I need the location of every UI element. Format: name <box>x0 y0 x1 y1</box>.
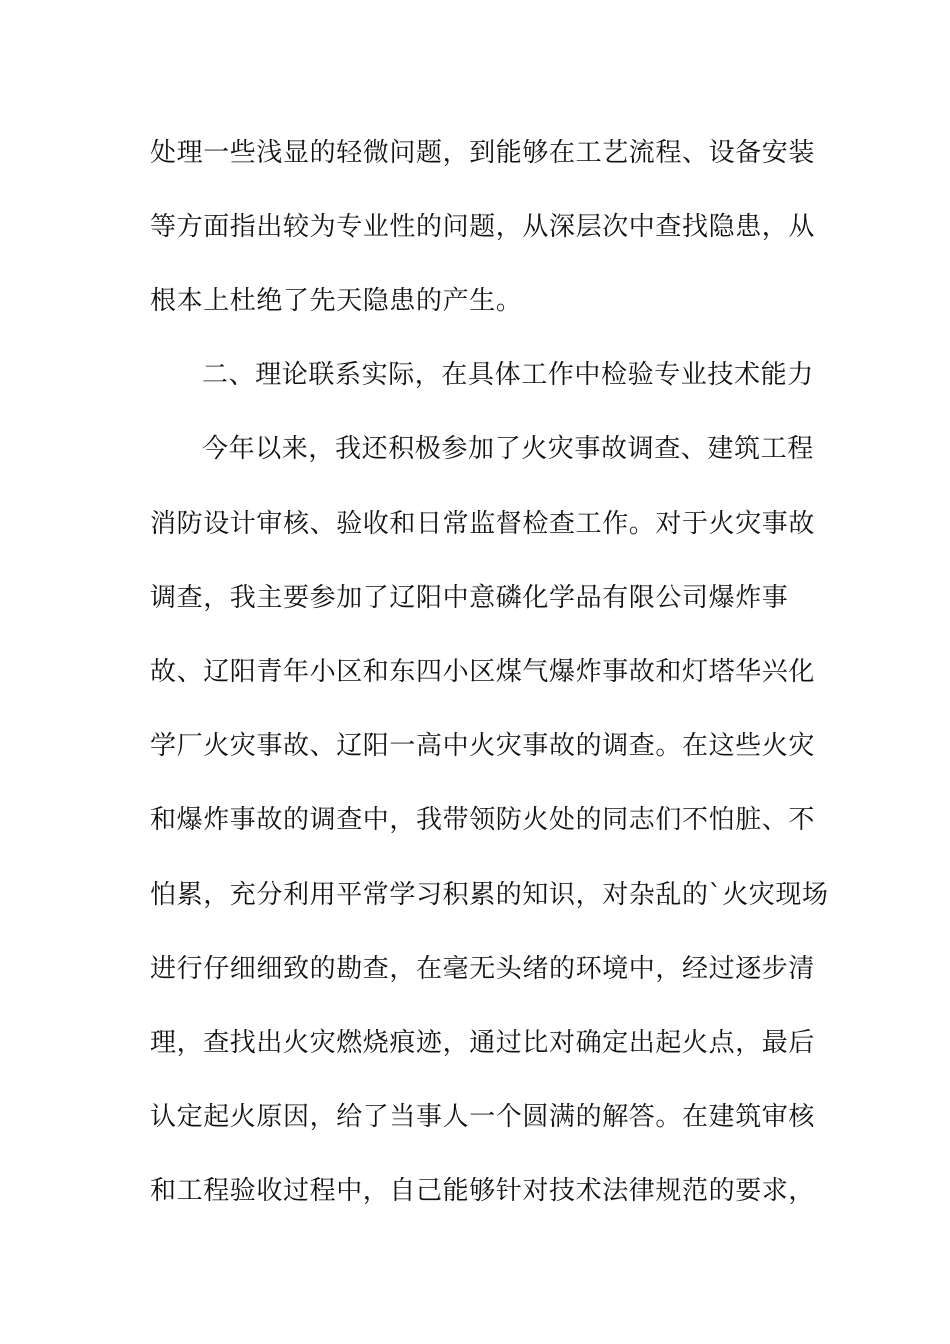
section-heading: 二、理论联系实际，在具体工作中检验专业技术能力 <box>202 360 814 390</box>
text-line-11: 怕累，充分利用平常学习积累的知识，对杂乱的`火灾现场 <box>150 880 829 910</box>
text-line-10: 和爆炸事故的调查中，我带领防火处的同志们不怕脏、不 <box>150 805 816 835</box>
text-line-6: 消防设计审核、验收和日常监督检查工作。对于火灾事故 <box>150 509 816 539</box>
text-line-3: 根本上杜绝了先天隐患的产生。 <box>150 286 523 316</box>
text-line-12: 进行仔细细致的勘查，在毫无头绪的环境中，经过逐步清 <box>150 954 816 984</box>
text-line-15: 和工程验收过程中，自己能够针对技术法律规范的要求， <box>150 1176 816 1206</box>
text-line-7: 调查，我主要参加了辽阳中意磷化学品有限公司爆炸事 <box>150 583 789 613</box>
text-line-2: 等方面指出较为专业性的问题，从深层次中查找隐患，从 <box>150 212 816 242</box>
text-line-8: 故、辽阳青年小区和东四小区煤气爆炸事故和灯塔华兴化 <box>150 657 816 687</box>
text-line-9: 学厂火灾事故、辽阳一高中火灾事故的调查。在这些火灾 <box>150 731 816 761</box>
text-line-13: 理，查找出火灾燃烧痕迹，通过比对确定出起火点，最后 <box>150 1028 816 1058</box>
text-line-5: 今年以来，我还积极参加了火灾事故调查、建筑工程 <box>202 434 814 464</box>
text-line-14: 认定起火原因，给了当事人一个圆满的解答。在建筑审核 <box>150 1102 816 1132</box>
text-line-1: 处理一些浅显的轻微问题，到能够在工艺流程、设备安装 <box>150 138 816 168</box>
